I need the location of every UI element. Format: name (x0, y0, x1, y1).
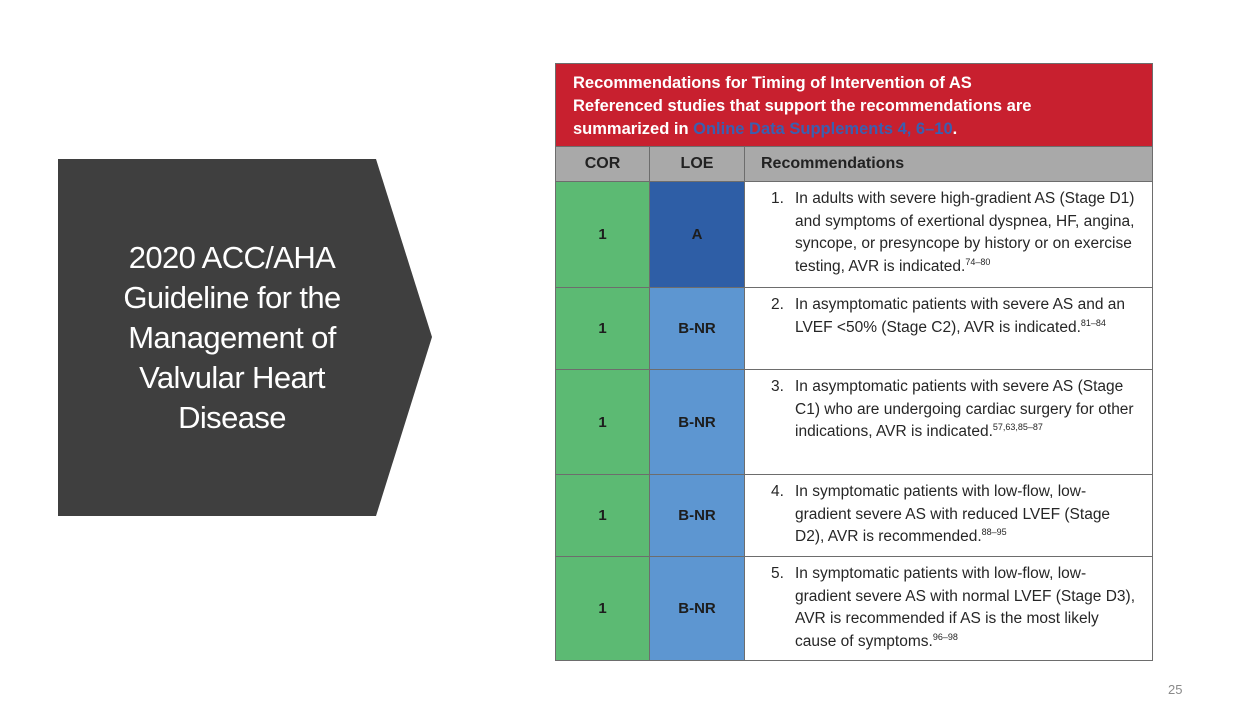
page-number: 25 (1168, 682, 1183, 697)
reference-numbers: 57,63,85–87 (992, 421, 1043, 432)
online-data-supplements-link[interactable]: Online Data Supplements 4, 6–10 (693, 120, 953, 138)
table-row (556, 369, 1152, 474)
recommendation-number: 3. (771, 378, 784, 395)
recommendation-number: 5. (771, 565, 784, 582)
recommendation-number: 1. (771, 190, 784, 207)
loe-cell: B-NR (650, 475, 745, 556)
banner-line-3-prefix: summarized in (573, 120, 694, 138)
table-banner (556, 64, 1152, 146)
cor-cell: 1 (556, 370, 650, 474)
reference-numbers: 81–84 (1080, 317, 1106, 328)
table-row (556, 287, 1152, 369)
table-row (556, 181, 1152, 287)
loe-cell: B-NR (650, 288, 745, 369)
cor-cell: 1 (556, 288, 650, 369)
recommendation-text: In asymptomatic patients with severe AS (Stage C1) who are undergoing cardiac surgery for other indications, AVR is indicated. (795, 378, 1134, 440)
recommendation-text: In adults with severe high-gradient AS (Stage D1) and symptoms of exertional dyspnea, HF, angina, syncope, or presyncope by history or on exercise testing, AVR is indicated. (795, 190, 1135, 275)
loe-cell: B-NR (650, 370, 745, 474)
loe-cell: A (650, 182, 745, 287)
loe-cell: B-NR (650, 557, 745, 660)
recommendation-cell (745, 288, 1152, 369)
recommendation-number: 4. (771, 483, 784, 500)
slide-title-box (58, 159, 406, 516)
slide-title: 2020 ACC/AHA Guideline for the Management of Valvular Heart Disease (123, 239, 341, 435)
header-recommendations: Recommendations (761, 155, 905, 172)
table-row (556, 556, 1152, 660)
recommendation-cell (745, 370, 1152, 474)
header-cor: COR (556, 147, 650, 181)
recommendation-number: 2. (771, 296, 784, 313)
recommendation-text: In asymptomatic patients with severe AS and an LVEF <50% (Stage C2), AVR is indicated. (795, 296, 1125, 336)
recommendations-table (555, 63, 1153, 661)
recommendation-text: In symptomatic patients with low-flow, low-gradient severe AS with reduced LVEF (Stage D2), AVR is recommended. (795, 483, 1111, 545)
banner-line-1: Recommendations for Timing of Intervention of AS (573, 74, 972, 92)
header-loe: LOE (650, 147, 745, 181)
recommendation-text: In symptomatic patients with low-flow, low-gradient severe AS with normal LVEF (Stage D3), AVR is recommended if AS is the most likely cause of symptoms. (795, 565, 1136, 650)
banner-line-3 (573, 118, 1142, 141)
banner-line-3-suffix: . (952, 120, 958, 138)
banner-line-2: Referenced studies that support the recommendations are (573, 97, 1032, 115)
recommendation-cell (745, 182, 1152, 287)
table-header-row (556, 146, 1152, 181)
cor-cell: 1 (556, 475, 650, 556)
reference-numbers: 88–95 (981, 526, 1007, 537)
cor-cell: 1 (556, 557, 650, 660)
recommendation-cell (745, 475, 1152, 556)
table-row (556, 474, 1152, 556)
recommendation-cell (745, 557, 1152, 660)
reference-numbers: 96–98 (932, 631, 958, 642)
reference-numbers: 74–80 (965, 256, 991, 267)
cor-cell: 1 (556, 182, 650, 287)
